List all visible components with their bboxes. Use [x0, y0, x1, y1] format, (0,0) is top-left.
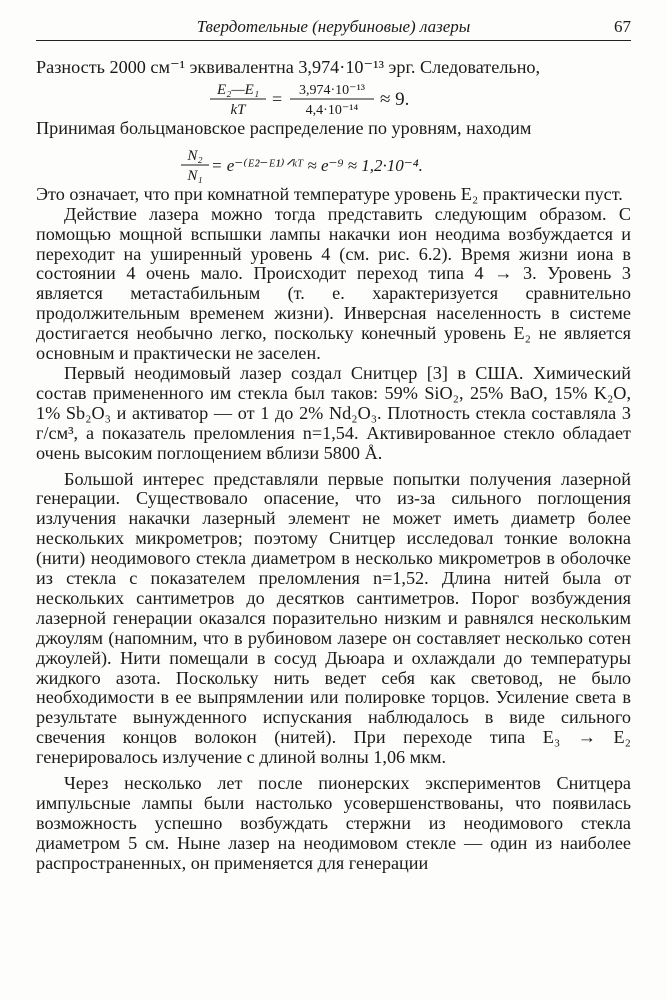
paragraph-first-attempts: Большой интерес представляли первые попытки получения лазерной генерации. Существовало опасение, что из-за сильного поглощения излучения накачки лазерный элемент не может иметь диаметр более нескольких микрометров; поэтому Снитцер исследовал тонкие волокна (нити) неодимового стекла диаметром в несколько микрометров в оболочке из стекла с показателем преломления n=1,52. Длина нитей была от нескольких сантиметров до десятков сантиметров. Порог возбуждения лазерной генерации оказался поразительно низким и равнялся нескольким джоулям (напомним, что в рубиновом лазере он составляет несколько сотен джоулей). Нити помещали в сосуд Дьюара и охлаждали до температуры жидкого азота. Поскольку нить ведет себя как световод, не было необходимости в ее выпрямлении или полировке торцов. Усиление света в результате вынужденного испускания наблюдалось в виде сильного свечения концов волокон (нитей). При переходе типа E₃ → E₂ генерировалось излучение с длиной волны 1,06 мкм.: [36, 468, 631, 768]
chapter-title: Твердотельные (нерубиновые) лазеры: [196, 17, 471, 36]
paragraph-e2-empty: Это означает, что при комнатной температуре уровень E₂ практически пуст.: [36, 183, 623, 204]
formula-population-ratio: [36, 145, 631, 184]
f1-rhs-numerator: 3,974·10⁻¹³: [298, 82, 365, 98]
f2-denominator: N₁: [186, 167, 203, 184]
f1-numerator: E₂—E₁: [216, 81, 259, 98]
formula-energy-ratio: [36, 79, 631, 118]
paragraph-boltzmann: Принимая больцмановское распределение по уровням, находим: [36, 117, 532, 138]
f2-numerator: N₂: [186, 147, 203, 164]
paragraph-snitzer-glass: Первый неодимовый лазер создал Снитцер [3] в США. Химический состав примененного им стекла был таков: 59% SiO₂, 25% BaO, 15% K₂O, 1% Sb₂O₃ и активатор — от 1 до 2% Nd₂O₃. Плотность стекла составляла 3 г/см³, а показатель преломления n=1,54. Активированное стекло обладает очень высоким поглощением вблизи 5800 Å.: [36, 362, 631, 463]
f1-equals: =: [271, 88, 282, 109]
page-number: 67: [614, 17, 631, 36]
f1-denominator: kT: [230, 101, 245, 118]
paragraph-modern-lamps: Через несколько лет после пионерских экспериментов Снитцера импульсные лампы были настолько усовершенствованы, что появилась возможность успешно возбуждать стержни из неодимового стекла диаметром 5 см. Ныне лазер на неодимовом стекле — один из наиболее распространенных, он применяется для генерации: [36, 773, 631, 873]
formula-energy-ratio-svg: [204, 79, 464, 119]
f1-result: ≈ 9.: [379, 88, 409, 110]
f2-rhs: = e⁻⁽ᴱ²⁻ᴱ¹⁾ᐟᵏᵀ ≈ e⁻⁹ ≈ 1,2·10⁻⁴.: [210, 155, 423, 175]
text-body: [36, 58, 631, 874]
paragraph-laser-action: Действие лазера можно тогда представить следующим образом. С помощью мощной вспышки лампы накачки ион неодима возбуждается и переходит на уширенный уровень 4 (см. рис. 6.2). Время жизни иона в состоянии 4 очень мало. Происходит переход типа 4 → 3. Уровень 3 является метастабильным (т. е. характеризуется сравнительно продолжительным временем жизни). Инверсная населенность в системе достигается необычно легко, поскольку конечный уровень E₂ не является основным и практически не заселен.: [36, 203, 631, 364]
paragraph-intro: Разность 2000 см⁻¹ эквивалентна 3,974·10⁻¹³ эрг. Следовательно,: [36, 57, 541, 77]
formula-population-ratio-svg: [179, 145, 489, 185]
f1-rhs-denominator: 4,4·10⁻¹⁴: [305, 102, 358, 118]
running-header: [36, 14, 631, 41]
